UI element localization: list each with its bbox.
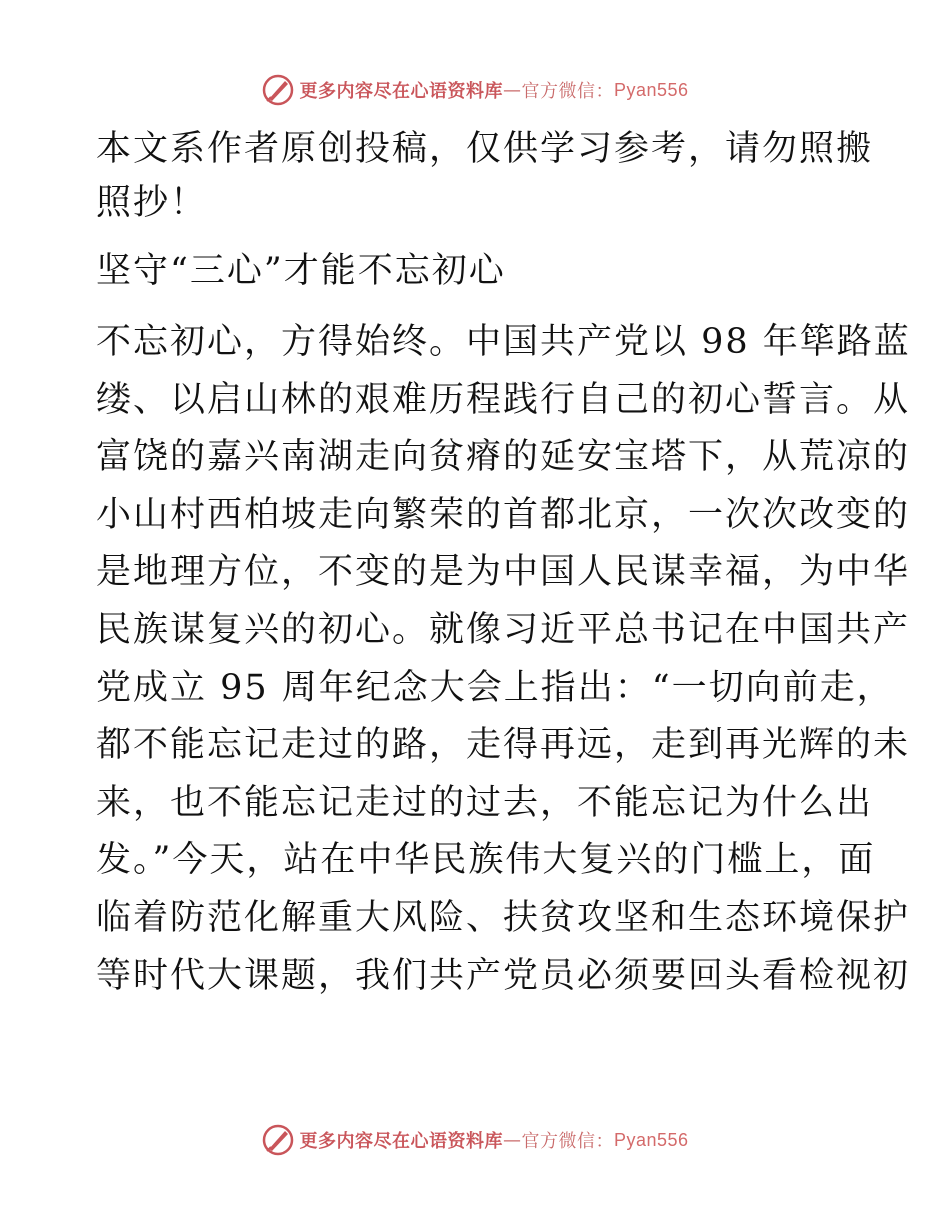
header-separator: — xyxy=(502,79,522,101)
body-line: 临着防范化解重大风险、扶贫攻坚和生态环境保护 xyxy=(96,897,911,938)
body-line: 不忘初心，方得始终。中国共产党以 98 年筚路蓝 xyxy=(96,322,911,362)
body-line: 发。”今天，站在中华民族伟大复兴的门槛上，面 xyxy=(96,840,876,881)
quill-logo-icon xyxy=(261,1123,295,1157)
footer-separator: — xyxy=(502,1129,522,1151)
document-body xyxy=(96,122,911,1005)
body-line: 都不能忘记走过的路，走得再远，走到再光辉的未 xyxy=(96,725,911,766)
title-line: 坚守“三心”才能不忘初心 xyxy=(96,251,506,291)
article-paragraph xyxy=(96,314,911,1005)
article-title xyxy=(96,244,856,298)
body-line: 是地理方位，不变的是为中国人民谋幸福，为中华 xyxy=(96,552,911,593)
body-line: 小山村西柏坡走向繁荣的首都北京，一次次改变的 xyxy=(96,494,911,535)
body-line: 党成立 95 周年纪念大会上指出：“一切向前走， xyxy=(96,667,894,708)
body-line: 民族谋复兴的初心。就像习近平总书记在中国共产 xyxy=(96,609,911,650)
body-line: 等时代大课题，我们共产党员必须要回头看检视初 xyxy=(96,955,911,996)
note-line: 本文系作者原创投稿，仅供学习参考，请勿照搬 xyxy=(96,129,874,169)
header-watermark xyxy=(0,70,950,110)
header-site-name: 更多内容尽在心语资料库 xyxy=(299,81,503,102)
footer-watermark xyxy=(0,1120,950,1160)
footer-site-name: 更多内容尽在心语资料库 xyxy=(299,1131,503,1152)
copyright-note xyxy=(96,122,874,230)
quill-logo-icon xyxy=(261,73,295,107)
body-line: 富饶的嘉兴南湖走向贫瘠的延安宝塔下，从荒凉的 xyxy=(96,437,911,478)
footer-wechat-id: Pyan556 xyxy=(613,1129,689,1150)
note-line: 照抄！ xyxy=(96,183,208,223)
body-line: 来，也不能忘记走过的过去，不能忘记为什么出 xyxy=(96,782,874,823)
header-wechat-label: 官方微信： xyxy=(521,81,614,102)
header-wechat-id: Pyan556 xyxy=(613,79,689,100)
footer-wechat-label: 官方微信： xyxy=(521,1131,614,1152)
body-line: 缕、以启山林的艰难历程践行自己的初心誓言。从 xyxy=(96,379,911,420)
